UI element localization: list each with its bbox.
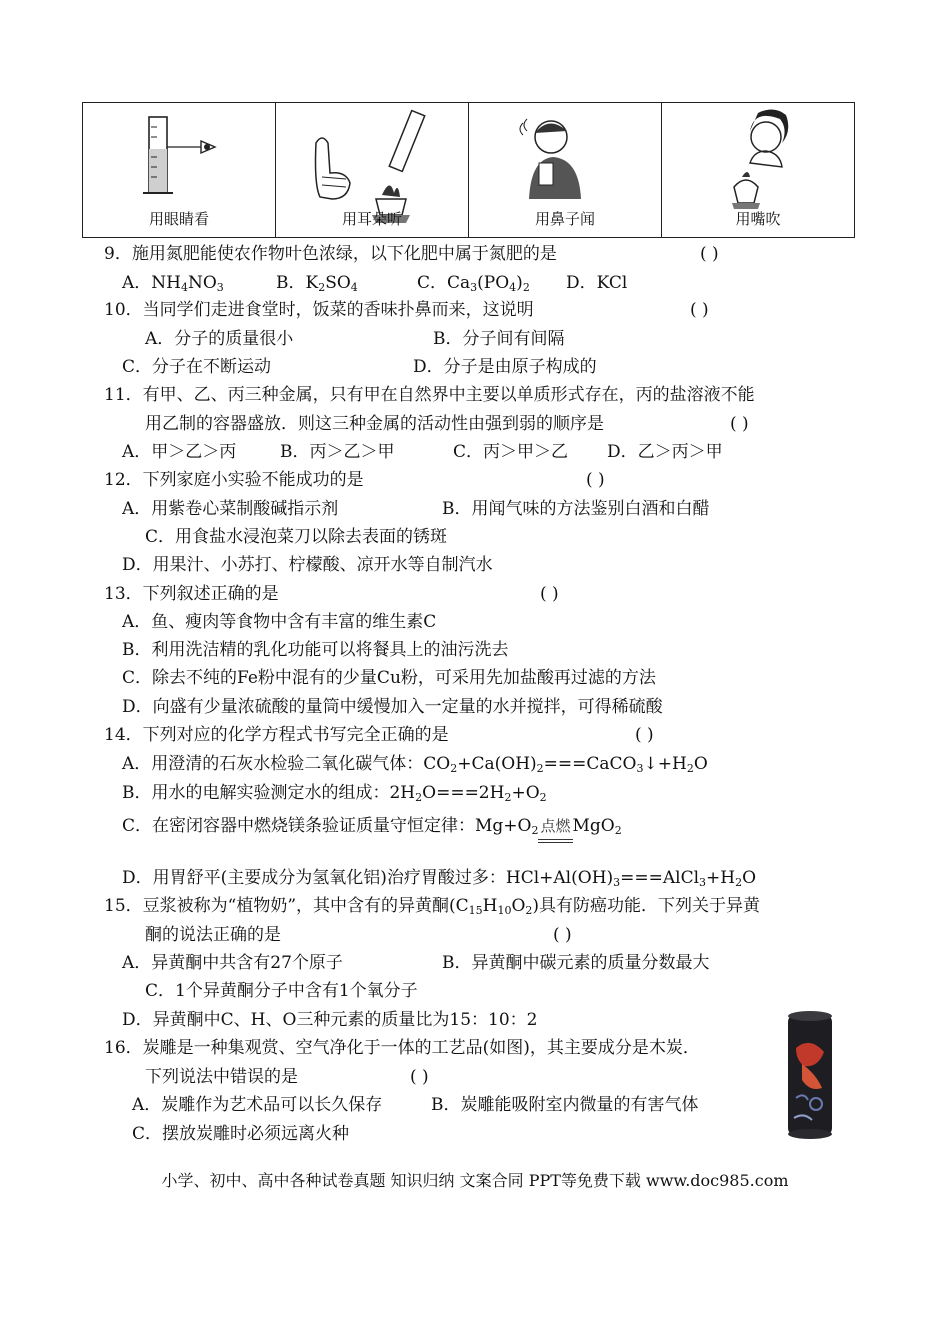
q14-option-d: D．用胃舒平(主要成分为氢氧化铝)治疗胃酸过多：$HCl+Al(OH)_3===AlCl_3+H_2O$	[122, 868, 757, 889]
q11-option-d: D．乙＞丙＞甲	[607, 442, 723, 462]
q9-option-b: B．$K_2SO_4$	[276, 273, 358, 294]
q14-answer-blank: ( )	[635, 725, 654, 745]
q12-stem: 12．下列家庭小实验不能成功的是	[104, 470, 364, 490]
q13-option-c: C．除去不纯的Fe粉中混有的少量Cu粉，可采用先加盐酸再过滤的方法	[122, 668, 656, 688]
q11-option-a: A．甲＞乙＞丙	[122, 442, 237, 462]
q10-answer-blank: ( )	[690, 300, 709, 320]
q9-answer-blank: ( )	[700, 244, 719, 264]
q12-option-d: D．用果汁、小苏打、柠檬酸、凉开水等自制汽水	[122, 555, 493, 575]
q9-stem: 9．施用氮肥能使农作物叶色浓绿，以下化肥中属于氮肥的是	[104, 244, 557, 264]
q11-stem-line1: 11．有甲、乙、丙三种金属，只有甲在自然界中主要以单质形式存在，丙的盐溶液不能	[104, 385, 755, 405]
q16-option-b: B．炭雕能吸附室内微量的有害气体	[431, 1095, 699, 1115]
q15-stem-line1: 15．豆浆被称为“植物奶”，其中含有的异黄酮$(C_{15}H_{10}O_2)$具有防癌功能．下列关于异黄	[104, 896, 761, 917]
q16-option-a: A．炭雕作为艺术品可以长久保存	[132, 1095, 383, 1115]
q12-option-a: A．用紫卷心菜制酸碱指示剂	[122, 499, 339, 519]
q10-option-c: C．分子在不断运动	[122, 357, 272, 377]
ignition-condition: 点燃	[540, 817, 571, 835]
q15-answer-blank: ( )	[553, 925, 572, 945]
figure-cell-ear	[276, 103, 469, 237]
q15-option-b: B．异黄酮中碳元素的质量分数最大	[442, 953, 710, 973]
figure-cell-mouth	[662, 103, 854, 237]
q13-answer-blank: ( )	[540, 584, 559, 604]
q12-answer-blank: ( )	[586, 470, 605, 490]
q13-option-b: B．利用洗洁精的乳化功能可以将餐具上的油污洗去	[122, 640, 509, 660]
q10-stem: 10．当同学们走进食堂时，饭菜的香味扑鼻而来，这说明	[104, 300, 534, 320]
q12-option-c: C．用食盐水浸泡菜刀以除去表面的锈斑	[145, 527, 448, 547]
footer-note: 小学、初中、高中各种试卷真题 知识归纳 文案合同 PPT等免费下载 www.doc985.com	[161, 1171, 789, 1190]
q15-option-c: C．1个异黄酮分子中含有1个氧分子	[145, 981, 418, 1001]
q14-option-b: B．用水的电解实验测定水的组成：$2H_2O===2H_2+O_2$	[122, 783, 547, 804]
q16-stem-line2: 下列说法中错误的是	[145, 1067, 298, 1087]
q12-option-b: B．用闻气味的方法鉴别白酒和白醋	[442, 499, 710, 519]
q13-option-a: A．鱼、瘦肉等食物中含有丰富的维生素C	[122, 612, 437, 632]
q14-option-a: A．用澄清的石灰水检验二氧化碳气体：$CO_2+Ca(OH)_2===CaCO_3↓+H_2O$	[122, 754, 708, 775]
q11-answer-blank: ( )	[730, 414, 749, 434]
caption-eye: 用眼睛看	[148, 210, 209, 228]
q11-stem-line2: 用乙制的容器盛放．则这三种金属的活动性由强到弱的顺序是	[145, 414, 604, 434]
figure-table	[82, 102, 855, 238]
caption-ear: 用耳朵听	[341, 210, 402, 228]
q15-option-d: D．异黄酮中C、H、O三种元素的质量比为15：10：2	[122, 1010, 538, 1030]
figure-cell-nose	[469, 103, 662, 237]
q13-stem: 13．下列叙述正确的是	[104, 584, 279, 604]
q14-option-c: C．在密闭容器中燃烧镁条验证质量守恒定律：$Mg+O_2$ 点燃 MgO$_2$	[122, 816, 622, 837]
q16-answer-blank: ( )	[410, 1067, 429, 1087]
q16-stem-line1: 16．炭雕是一种集观赏、空气净化于一体的工艺品(如图)，其主要成分是木炭．	[104, 1038, 700, 1058]
q11-option-c: C．丙＞甲＞乙	[453, 442, 569, 462]
q16-option-c: C．摆放炭雕时必须远离火种	[132, 1124, 350, 1144]
q11-option-b: B．丙＞乙＞甲	[280, 442, 395, 462]
q10-option-b: B．分子间有间隔	[433, 329, 565, 349]
q10-option-a: A．分子的质量很小	[145, 329, 294, 349]
q13-option-d: D．向盛有少量浓硫酸的量筒中缓慢加入一定量的水并搅拌，可得稀硫酸	[122, 697, 663, 717]
q10-option-d: D．分子是由原子构成的	[413, 357, 597, 377]
figure-cell-eye	[83, 103, 276, 237]
q15-option-a: A．异黄酮中共含有27个原子	[122, 953, 343, 973]
q14-stem: 14．下列对应的化学方程式书写完全正确的是	[104, 725, 449, 745]
caption-mouth: 用嘴吹	[735, 210, 781, 228]
q15-stem-line2: 酮的说法正确的是	[145, 925, 281, 945]
caption-nose: 用鼻子闻	[534, 210, 595, 228]
charcoal-carving-vase-image	[782, 1008, 838, 1142]
q9-option-c: C．$Ca_3(PO_4)_2$	[417, 273, 530, 294]
q9-option-a: A．$NH_4NO_3$	[122, 273, 224, 294]
q9-option-d: D．KCl	[566, 273, 628, 293]
